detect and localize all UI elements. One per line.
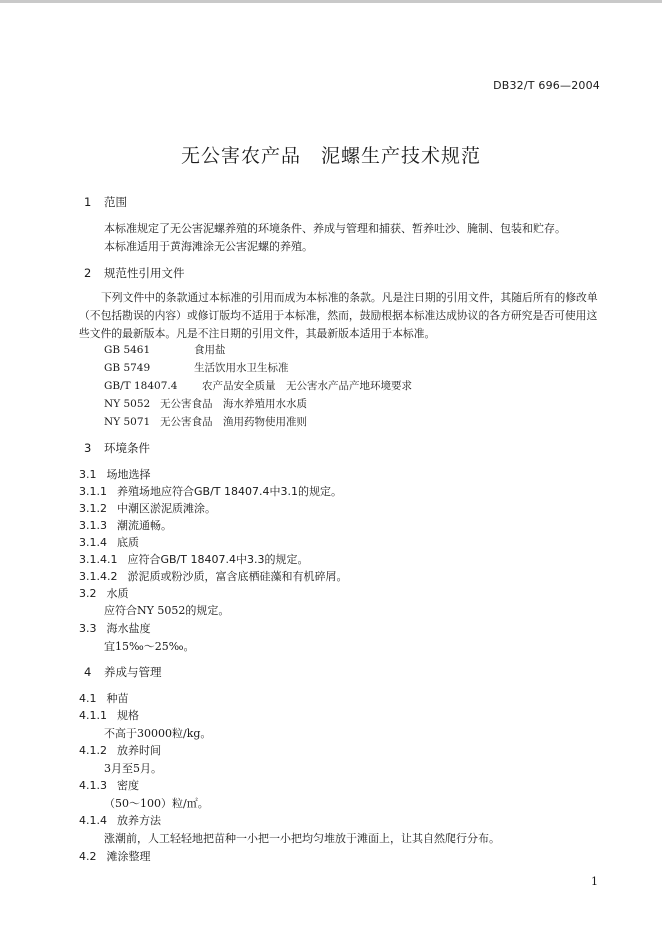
section-4-heading [84,664,162,680]
reference-name: 生活饮用水卫生标准 [194,362,289,374]
reference-name: 无公害食品 渔用药物使用准则 [160,416,307,428]
reference-code: GB 5749 [104,362,151,374]
section-number: 4 [84,665,92,679]
clause-3-1-1 [79,483,342,499]
clause-number: 4.1.3 [79,779,107,792]
clause-number: 4.1 [79,692,97,705]
clause-3-1-4-1 [79,551,308,567]
clause-text: 中潮区淤泥质滩涂。 [117,502,216,515]
clause-4-1-1 [79,707,139,723]
clause-3-1-4-2 [79,568,347,584]
clause-3-3 [79,620,151,636]
section-title: 养成与管理 [104,665,162,679]
clause-number: 4.2 [79,850,97,863]
clause-number: 4.1.2 [79,744,107,757]
reference-item [104,342,226,357]
clause-3-1 [79,466,151,482]
scope-paragraph-2: 本标准适用于黄海滩涂无公害泥螺的养殖。 [104,240,313,253]
clause-number: 3.1.2 [79,502,107,515]
clause-4-1-4 [79,812,161,828]
clause-3-1-3 [79,517,172,533]
clause-title: 放养方法 [117,814,161,827]
clause-title: 滩涂整理 [106,850,151,863]
clause-4-1-3 [79,777,139,793]
clause-number: 3.1 [79,468,97,481]
clause-3-1-4 [79,534,139,550]
clause-number: 4.1.1 [79,709,107,722]
section-number: 2 [84,266,92,280]
top-border-line [0,0,662,3]
clause-3-2 [79,585,129,601]
clause-4-1-3-body: （50～100）粒/㎡。 [104,797,209,810]
section-title: 环境条件 [104,441,150,455]
reference-code: NY 5071 [104,416,151,428]
clause-text: 潮流通畅。 [117,519,172,532]
clause-number: 3.1.1 [79,485,107,498]
reference-name: 食用盐 [194,344,226,356]
section-number: 3 [84,441,92,455]
normative-references-intro: 下列文件中的条款通过本标准的引用而成为本标准的条款。凡是注日期的引用文件，其随后所有的修改单（不包括勘误的内容）或修订版均不适用于本标准，然而，鼓励根据本标准达成协议的各方研究是否可使用这些文件的最新版本。凡是不注日期的引用文件，其最新版本适用于本标准。 [79,291,598,340]
clause-number: 4.1.4 [79,814,107,827]
clause-number: 3.1.4 [79,536,107,549]
reference-item [104,360,289,375]
section-title: 规范性引用文件 [104,266,185,280]
clause-number: 3.2 [79,587,97,600]
clause-4-1-4-body: 涨潮前，人工轻轻地把苗种一小把一小把均匀堆放于滩面上，让其自然爬行分布。 [104,832,500,845]
reference-item [104,378,412,393]
section-number: 1 [84,195,92,209]
clause-title: 海水盐度 [106,622,151,635]
clause-3-2-body: 应符合NY 5052的规定。 [104,604,230,617]
clause-4-1-2-body: 3月至5月。 [104,762,162,775]
clause-title: 底质 [117,536,139,549]
reference-item [104,414,307,429]
clause-number: 3.3 [79,622,97,635]
document-title: 无公害农产品 泥螺生产技术规范 [180,145,481,167]
clause-title: 密度 [117,779,139,792]
clause-title: 放养时间 [117,744,161,757]
reference-name: 农产品安全质量 无公害水产品产地环境要求 [202,380,412,392]
clause-text: 淤泥质或粉沙质，富含底栖硅藻和有机碎屑。 [127,570,348,583]
clause-title: 规格 [117,709,139,722]
reference-code: NY 5052 [104,398,151,410]
section-1-heading [84,194,127,210]
reference-name: 无公害食品 海水养殖用水水质 [160,398,307,410]
clause-4-2 [79,848,151,864]
clause-number: 3.1.4.1 [79,553,118,566]
clause-4-1-1-body: 不高于30000粒/kg。 [104,727,212,740]
clause-number: 3.1.4.2 [79,570,118,583]
standard-number: DB32/T 696—2004 [493,79,600,92]
clause-title: 场地选择 [106,468,151,481]
clause-title: 水质 [106,587,129,600]
reference-code: GB 5461 [104,344,151,356]
section-2-heading [84,265,185,281]
clause-text: 应符合GB/T 18407.4中3.3的规定。 [127,553,309,566]
clause-4-1 [79,690,129,706]
clause-title: 种苗 [106,692,129,705]
clause-4-1-2 [79,742,161,758]
page-number: 1 [591,875,598,888]
clause-number: 3.1.3 [79,519,107,532]
clause-3-3-body: 宜15‰～25‰。 [104,640,195,653]
reference-code: GB/T 18407.4 [104,380,178,392]
section-title: 范围 [104,195,127,209]
reference-item [104,396,307,411]
scope-paragraph-1: 本标准规定了无公害泥螺养殖的环境条件、养成与管理和捕获、暂养吐沙、腌制、包装和贮存。 [104,222,566,235]
clause-text: 养殖场地应符合GB/T 18407.4中3.1的规定。 [117,485,342,498]
section-3-heading [84,440,150,456]
clause-3-1-2 [79,500,216,516]
